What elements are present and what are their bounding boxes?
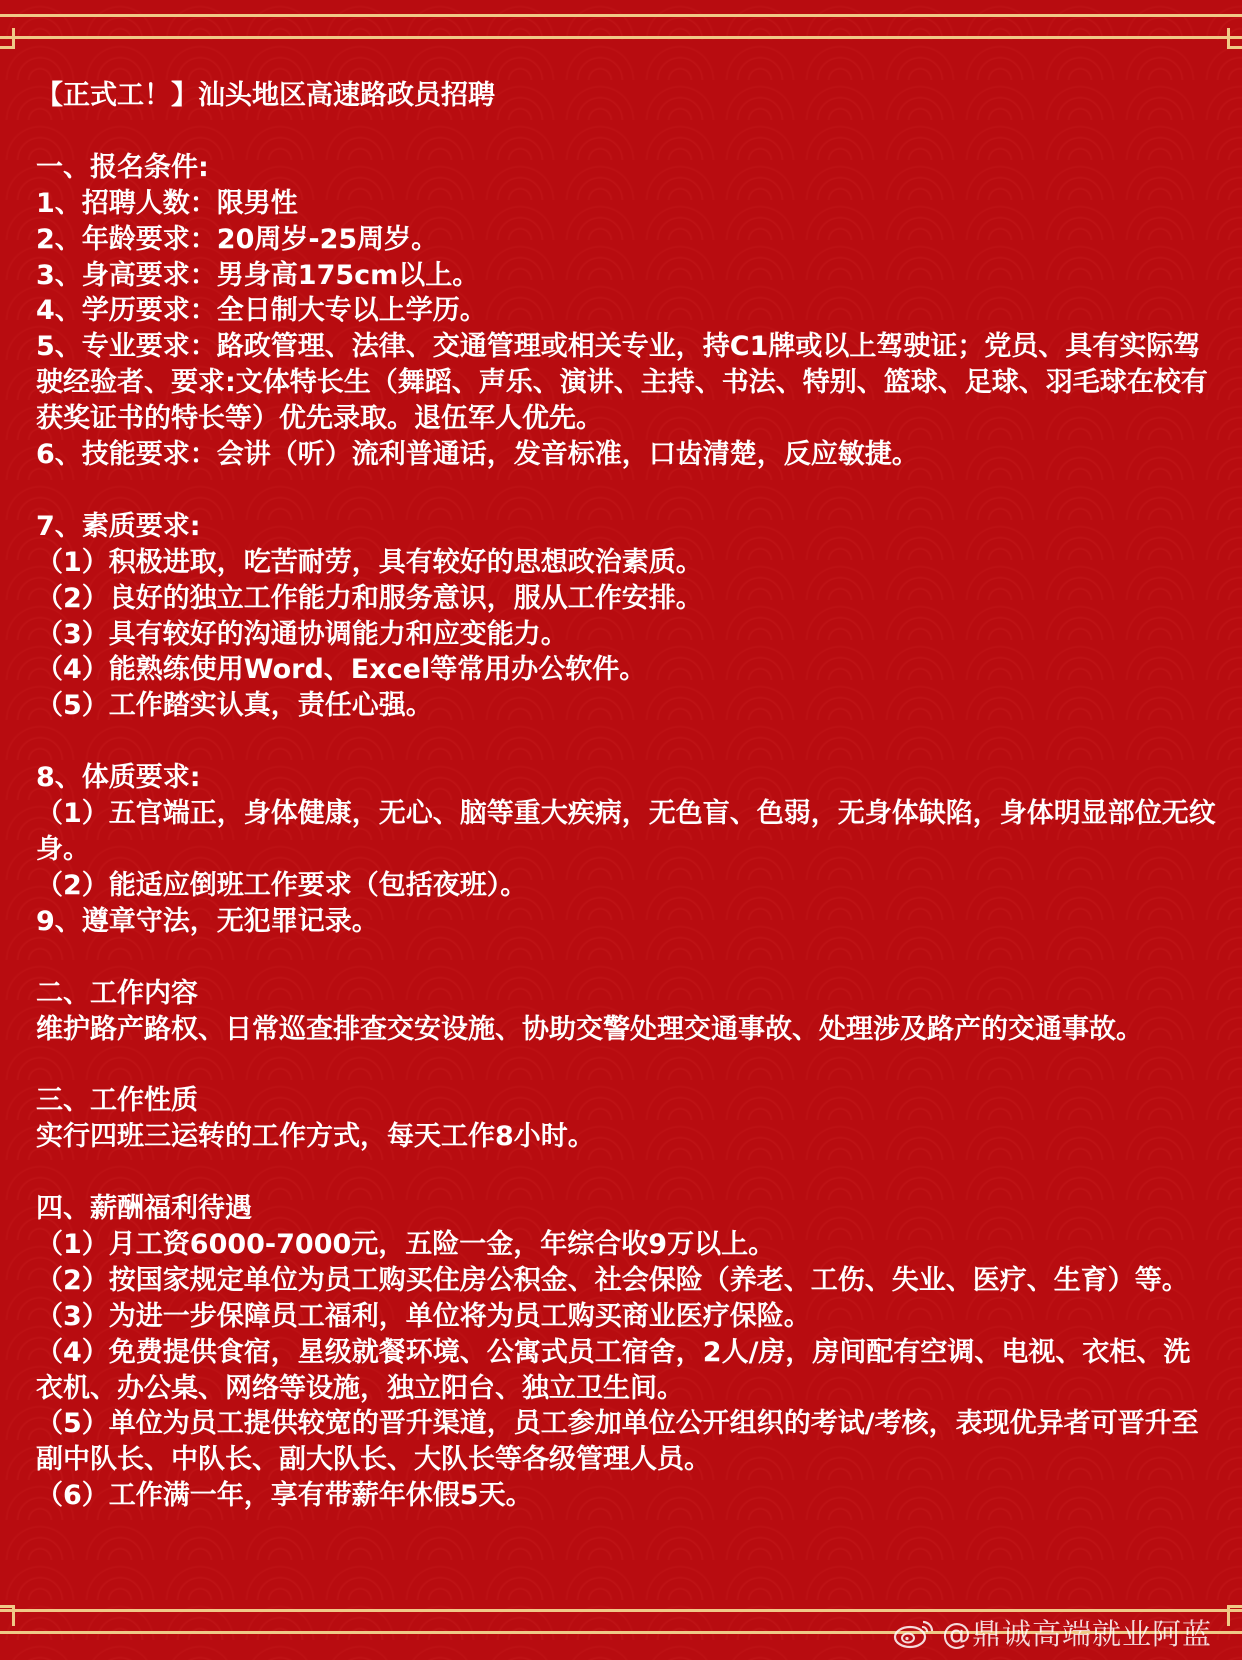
job-content-body: 维护路产路权、日常巡查排查交安设施、协助交警处理交通事故、处理涉及路产的交通事故。 (36, 1013, 1143, 1045)
section-heading-job-content: 二、工作内容 (36, 977, 198, 1009)
requirement-item: 3、身高要求：男身高175cm以上。 (36, 259, 480, 291)
benefit-item: （4）免费提供食宿，星级就餐环境、公寓式员工宿舍，2人/房，房间配有空调、电视、衣柜、洗衣机、办公桌、网络等设施，独立阳台、独立卫生间。 (36, 1336, 1191, 1404)
section-heading-benefits: 四、薪酬福利待遇 (36, 1193, 252, 1224)
corner-ornament-bottom-left (0, 1605, 15, 1626)
subsection-heading-quality: 7、素质要求: (36, 510, 201, 542)
requirement-item: 4、学历要求：全日制大专以上学历。 (36, 295, 487, 327)
weibo-icon (892, 1616, 936, 1650)
requirement-item: 1、招聘人数：限男性 (36, 187, 298, 219)
quality-item: （1）积极进取，吃苦耐劳，具有较好的思想政治素质。 (36, 546, 703, 578)
requirement-item: 5、专业要求：路政管理、法律、交通管理或相关专业，持C1牌或以上驾驶证；党员、具有实际驾驶经验者、要求:文体特长生（舞蹈、声乐、演讲、主持、书法、特别、篮球、足球、羽毛球在校有获奖证书的特长等）优先录取。退伍军人优先。 (36, 331, 1208, 435)
section-heading-job-nature: 三、工作性质 (36, 1085, 198, 1117)
benefit-item: （5）单位为员工提供较宽的晋升渠道，员工参加单位公开组织的考试/考核，表现优异者可晋升至副中队长、中队长、副大队长、大队长等各级管理人员。 (36, 1408, 1199, 1476)
benefit-item: （6）工作满一年，享有带薪年休假5天。 (36, 1480, 533, 1512)
watermark-text: @鼎诚高端就业阿蓝 (941, 1617, 1212, 1651)
quality-item: （3）具有较好的沟通协调能力和应变能力。 (36, 618, 568, 650)
benefit-item: （2）按国家规定单位为员工购买住房公积金、社会保险（养老、工伤、失业、医疗、生育）等。 (36, 1264, 1189, 1296)
physical-item: （2）能适应倒班工作要求（包括夜班）。 (36, 869, 528, 901)
corner-ornament-bottom-right (1227, 1605, 1242, 1626)
benefit-item: （3）为进一步保障员工福利，单位将为员工购买商业医疗保险。 (36, 1300, 811, 1332)
quality-item: （4）能熟练使用Word、Excel等常用办公软件。 (36, 654, 647, 686)
recruitment-notice (36, 78, 1216, 1514)
requirement-item: 2、年龄要求：20周岁-25周岁。 (36, 223, 439, 255)
top-border-line-outer (0, 14, 1242, 17)
watermark (892, 1612, 1212, 1653)
requirement-item: 6、技能要求：会讲（听）流利普通话，发音标准，口齿清楚，反应敏捷。 (36, 439, 919, 471)
benefit-item: （1）月工资6000-7000元，五险一金，年综合收9万以上。 (36, 1228, 776, 1260)
corner-ornament-top-right (1227, 28, 1242, 49)
physical-item: （1）五官端正，身体健康，无心、脑等重大疾病，无色盲、色弱，无身体缺陷，身体明显部位无纹身。 (36, 798, 1216, 865)
page-title: 【正式工！】汕头地区高速路政员招聘 (36, 80, 495, 111)
subsection-heading-physical: 8、体质要求: (36, 762, 201, 794)
section-heading-requirements: 一、报名条件: (36, 151, 209, 183)
corner-ornament-top-left (0, 28, 15, 49)
top-border-line-inner (0, 36, 1242, 39)
job-nature-body: 实行四班三运转的工作方式，每天工作8小时。 (36, 1121, 595, 1153)
quality-item: （5）工作踏实认真，责任心强。 (36, 690, 433, 722)
law-requirement: 9、遵章守法，无犯罪记录。 (36, 905, 379, 937)
quality-item: （2）良好的独立工作能力和服务意识，服从工作安排。 (36, 582, 703, 614)
